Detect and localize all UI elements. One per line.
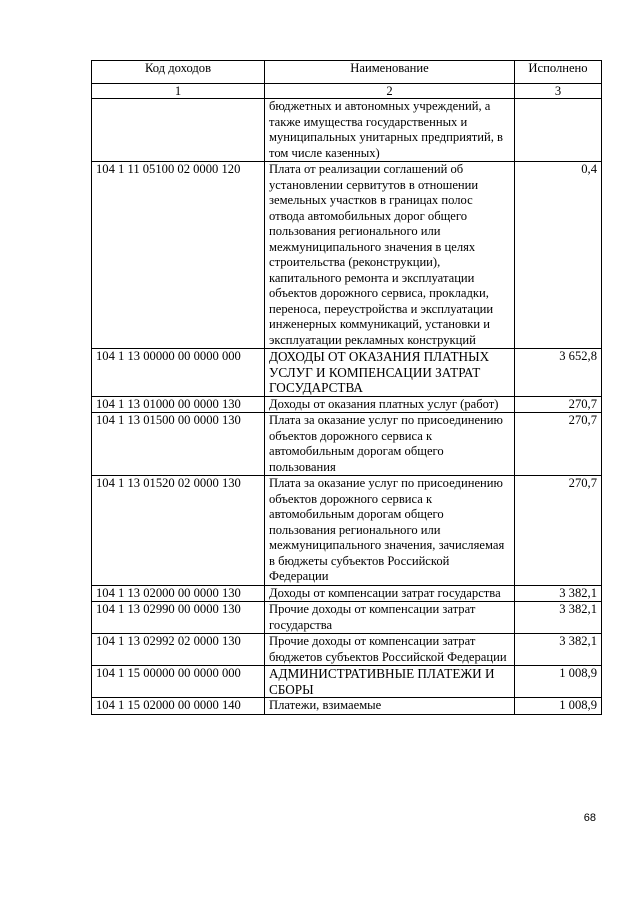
executed-value bbox=[515, 99, 602, 162]
page-number: 68 bbox=[583, 812, 596, 824]
column-number: 1 bbox=[92, 84, 265, 99]
table-row bbox=[92, 162, 602, 349]
table-row bbox=[92, 349, 602, 397]
table-row bbox=[92, 99, 602, 162]
executed-value: 3 382,1 bbox=[515, 602, 602, 634]
revenue-table bbox=[91, 60, 602, 715]
revenue-name: Прочие доходы от компенсации затрат бюджетов субъектов Российской Федерации bbox=[265, 634, 515, 666]
executed-value: 270,7 bbox=[515, 396, 602, 413]
revenue-code: 104 1 13 02000 00 0000 130 bbox=[92, 585, 265, 602]
revenue-name: Прочие доходы от компенсации затрат государства bbox=[265, 602, 515, 634]
table-row bbox=[92, 698, 602, 715]
table-row bbox=[92, 476, 602, 586]
header-executed: Исполнено bbox=[515, 61, 602, 84]
revenue-name: ДОХОДЫ ОТ ОКАЗАНИЯ ПЛАТНЫХ УСЛУГ И КОМПЕНСАЦИИ ЗАТРАТ ГОСУДАРСТВА bbox=[265, 349, 515, 397]
executed-value: 270,7 bbox=[515, 476, 602, 586]
revenue-name: бюджетных и автономных учреждений, а также имущества государственных и муниципальных унитарных предприятий, в том числе казенных) bbox=[265, 99, 515, 162]
header-name: Наименование bbox=[265, 61, 515, 84]
table-row bbox=[92, 585, 602, 602]
table-row bbox=[92, 602, 602, 634]
revenue-code: 104 1 11 05100 02 0000 120 bbox=[92, 162, 265, 349]
revenue-name: Плата за оказание услуг по присоединению объектов дорожного сервиса к автомобильным дорогам общего пользования bbox=[265, 413, 515, 476]
executed-value: 3 382,1 bbox=[515, 585, 602, 602]
column-number-row bbox=[92, 84, 602, 99]
executed-value: 1 008,9 bbox=[515, 666, 602, 698]
executed-value: 3 652,8 bbox=[515, 349, 602, 397]
revenue-code: 104 1 13 02990 00 0000 130 bbox=[92, 602, 265, 634]
table-row bbox=[92, 634, 602, 666]
executed-value: 0,4 bbox=[515, 162, 602, 349]
revenue-name: АДМИНИСТРАТИВНЫЕ ПЛАТЕЖИ И СБОРЫ bbox=[265, 666, 515, 698]
revenue-name: Доходы от компенсации затрат государства bbox=[265, 585, 515, 602]
executed-value: 270,7 bbox=[515, 413, 602, 476]
column-number: 2 bbox=[265, 84, 515, 99]
header-code: Код доходов bbox=[92, 61, 265, 84]
revenue-name: Плата за оказание услуг по присоединению объектов дорожного сервиса к автомобильным дорогам общего пользования регионального или межмуниципального значения, зачисляемая в бюджеты субъектов Российской Федерации bbox=[265, 476, 515, 586]
executed-value: 3 382,1 bbox=[515, 634, 602, 666]
revenue-name: Доходы от оказания платных услуг (работ) bbox=[265, 396, 515, 413]
revenue-code: 104 1 13 01520 02 0000 130 bbox=[92, 476, 265, 586]
revenue-code: 104 1 15 00000 00 0000 000 bbox=[92, 666, 265, 698]
revenue-code: 104 1 13 01000 00 0000 130 bbox=[92, 396, 265, 413]
revenue-code: 104 1 13 01500 00 0000 130 bbox=[92, 413, 265, 476]
revenue-code: 104 1 15 02000 00 0000 140 bbox=[92, 698, 265, 715]
revenue-name: Платежи, взимаемые bbox=[265, 698, 515, 715]
table-row bbox=[92, 413, 602, 476]
revenue-code: 104 1 13 02992 02 0000 130 bbox=[92, 634, 265, 666]
revenue-code: 104 1 13 00000 00 0000 000 bbox=[92, 349, 265, 397]
executed-value: 1 008,9 bbox=[515, 698, 602, 715]
column-number: 3 bbox=[515, 84, 602, 99]
table-row bbox=[92, 666, 602, 698]
header-row bbox=[92, 61, 602, 84]
table-row bbox=[92, 396, 602, 413]
revenue-name: Плата от реализации соглашений об установлении сервитутов в отношении земельных участков в границах полос отвода автомобильных дорог общего пользования регионального или межмуниципального значения в целях строительства (реконструкции), капитального ремонта и эксплуатации объектов дорожного сервиса, прокладки, переноса, переустройства и эксплуатации инженерных коммуникаций, установки и эксплуатации рекламных конструкций bbox=[265, 162, 515, 349]
revenue-code bbox=[92, 99, 265, 162]
